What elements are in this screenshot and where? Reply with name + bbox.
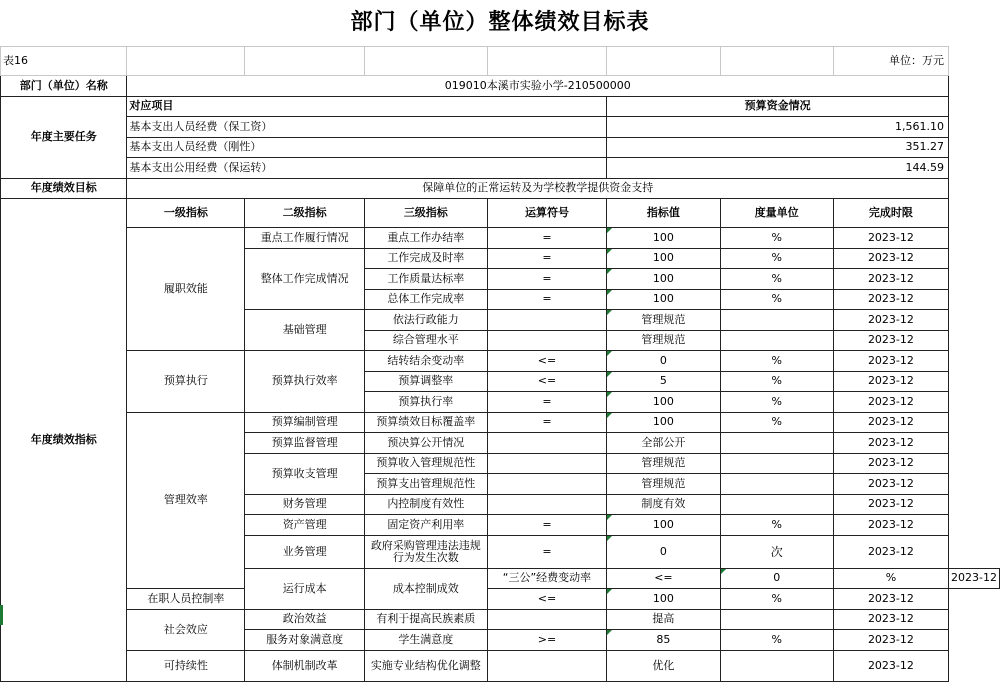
- l3-indicator[interactable]: 预算支出管理规范性: [364, 474, 487, 495]
- l3-indicator[interactable]: 预决算公开情况: [364, 433, 487, 454]
- operator[interactable]: [487, 474, 607, 495]
- col-header-deadline[interactable]: 完成时限: [833, 199, 948, 228]
- measure-unit[interactable]: [720, 453, 833, 474]
- task-item[interactable]: 基本支出人员经费（刚性）: [127, 137, 607, 158]
- measure-unit[interactable]: [720, 650, 833, 681]
- l3-indicator[interactable]: 内控制度有效性: [364, 494, 487, 515]
- indicator-value[interactable]: 全部公开: [607, 433, 720, 454]
- operator[interactable]: =: [487, 515, 607, 536]
- operator[interactable]: >=: [487, 630, 607, 651]
- task-amount[interactable]: 351.27: [607, 137, 949, 158]
- deadline[interactable]: 2023-12: [833, 289, 948, 310]
- l3-indicator[interactable]: 依法行政能力: [364, 310, 487, 331]
- task-amount[interactable]: 144.59: [607, 158, 949, 179]
- l3-indicator[interactable]: 预算调整率: [364, 371, 487, 392]
- deadline[interactable]: 2023-12: [833, 269, 948, 290]
- l2-indicator[interactable]: 体制机制改革: [245, 650, 365, 681]
- l3-indicator[interactable]: 工作完成及时率: [364, 248, 487, 269]
- task-amount[interactable]: 1,561.10: [607, 117, 949, 138]
- deadline[interactable]: 2023-12: [833, 248, 948, 269]
- l1-indicator[interactable]: 社会效应: [127, 609, 245, 650]
- deadline[interactable]: 2023-12: [833, 330, 948, 351]
- l2-indicator[interactable]: 政治效益: [245, 609, 365, 630]
- indicators-label[interactable]: 年度绩效指标: [1, 199, 127, 682]
- measure-unit[interactable]: %: [720, 248, 833, 269]
- measure-unit[interactable]: [720, 433, 833, 454]
- cell[interactable]: [720, 47, 833, 76]
- deadline[interactable]: 2023-12: [949, 568, 1000, 589]
- l3-indicator[interactable]: 在职人员控制率: [127, 589, 245, 610]
- operator[interactable]: [487, 650, 607, 681]
- operator[interactable]: =: [487, 535, 607, 568]
- dept-name[interactable]: 019010本溪市实验小学-210500000: [127, 76, 949, 97]
- l3-indicator[interactable]: 实施专业结构优化调整: [364, 650, 487, 681]
- deadline[interactable]: 2023-12: [833, 392, 948, 413]
- measure-unit[interactable]: %: [720, 589, 833, 610]
- indicator-value[interactable]: 85: [607, 630, 720, 651]
- operator[interactable]: <=: [487, 351, 607, 372]
- l1-indicator[interactable]: 管理效率: [127, 412, 245, 589]
- indicator-value[interactable]: 管理规范: [607, 453, 720, 474]
- operator[interactable]: =: [487, 392, 607, 413]
- cell[interactable]: [607, 47, 720, 76]
- indicator-value[interactable]: 100: [607, 589, 720, 610]
- row-selection-marker: [0, 605, 3, 625]
- col-header-value[interactable]: 指标值: [607, 199, 720, 228]
- indicator-value[interactable]: 100: [607, 412, 720, 433]
- l1-indicator[interactable]: 履职效能: [127, 228, 245, 351]
- item-header[interactable]: 对应项目: [127, 96, 607, 117]
- deadline[interactable]: 2023-12: [833, 494, 948, 515]
- l3-indicator[interactable]: 固定资产利用率: [364, 515, 487, 536]
- indicator-value[interactable]: 100: [607, 228, 720, 249]
- goal-label[interactable]: 年度绩效目标: [1, 178, 127, 199]
- indicator-value[interactable]: 100: [607, 515, 720, 536]
- task-item[interactable]: 基本支出人员经费（保工资）: [127, 117, 607, 138]
- operator[interactable]: [487, 433, 607, 454]
- operator[interactable]: <=: [487, 371, 607, 392]
- measure-unit[interactable]: %: [833, 568, 948, 589]
- indicator-value[interactable]: 0: [607, 535, 720, 568]
- l3-indicator[interactable]: 综合管理水平: [364, 330, 487, 351]
- l1-indicator[interactable]: 预算执行: [127, 351, 245, 413]
- operator[interactable]: [487, 609, 607, 630]
- deadline[interactable]: 2023-12: [833, 433, 948, 454]
- tasks-label[interactable]: 年度主要任务: [1, 96, 127, 178]
- goal-table: [0, 46, 1000, 682]
- l3-indicator[interactable]: 有利于提高民族素质: [364, 609, 487, 630]
- col-header-unit[interactable]: 度量单位: [720, 199, 833, 228]
- cell[interactable]: [127, 47, 245, 76]
- deadline[interactable]: 2023-12: [833, 371, 948, 392]
- measure-unit[interactable]: [720, 609, 833, 630]
- operator[interactable]: =: [487, 269, 607, 290]
- l1-indicator[interactable]: 运行成本: [245, 568, 365, 609]
- l3-indicator[interactable]: 总体工作完成率: [364, 289, 487, 310]
- deadline[interactable]: 2023-12: [833, 228, 948, 249]
- indicator-value[interactable]: 100: [607, 289, 720, 310]
- deadline[interactable]: 2023-12: [833, 351, 948, 372]
- deadline[interactable]: 2023-12: [833, 412, 948, 433]
- measure-unit[interactable]: [720, 494, 833, 515]
- l2-indicator[interactable]: 财务管理: [245, 494, 365, 515]
- col-header-l3[interactable]: 三级指标: [364, 199, 487, 228]
- deadline[interactable]: 2023-12: [833, 453, 948, 474]
- budget-header[interactable]: 预算资金情况: [607, 96, 949, 117]
- operator[interactable]: [487, 494, 607, 515]
- l3-indicator[interactable]: 重点工作办结率: [364, 228, 487, 249]
- measure-unit[interactable]: [720, 474, 833, 495]
- l2-indicator[interactable]: 业务管理: [245, 535, 365, 568]
- indicator-value[interactable]: 100: [607, 269, 720, 290]
- indicator-value[interactable]: 制度有效: [607, 494, 720, 515]
- indicator-value[interactable]: 提高: [607, 609, 720, 630]
- col-header-l1[interactable]: 一级指标: [127, 199, 245, 228]
- deadline[interactable]: 2023-12: [833, 589, 948, 610]
- l3-indicator[interactable]: 政府采购管理违法违规行为发生次数: [364, 535, 487, 568]
- deadline[interactable]: 2023-12: [833, 474, 948, 495]
- indicator-value[interactable]: 管理规范: [607, 330, 720, 351]
- l2-indicator[interactable]: 预算编制管理: [245, 412, 365, 433]
- operator[interactable]: [487, 453, 607, 474]
- l3-indicator[interactable]: 工作质量达标率: [364, 269, 487, 290]
- measure-unit[interactable]: %: [720, 351, 833, 372]
- indicator-value[interactable]: 优化: [607, 650, 720, 681]
- operator[interactable]: =: [487, 228, 607, 249]
- l3-indicator[interactable]: 学生满意度: [364, 630, 487, 651]
- dept-label[interactable]: 部门（单位）名称: [1, 76, 127, 97]
- measure-unit[interactable]: %: [720, 392, 833, 413]
- deadline[interactable]: 2023-12: [833, 630, 948, 651]
- l3-indicator[interactable]: 结转结余变动率: [364, 351, 487, 372]
- l2-indicator[interactable]: 重点工作履行情况: [245, 228, 365, 249]
- table-number[interactable]: 表16: [1, 47, 127, 76]
- indicator-value[interactable]: 100: [607, 248, 720, 269]
- l3-indicator[interactable]: “三公”经费变动率: [487, 568, 607, 589]
- cell[interactable]: [245, 47, 365, 76]
- deadline[interactable]: 2023-12: [833, 609, 948, 630]
- measure-unit[interactable]: %: [720, 228, 833, 249]
- l3-indicator[interactable]: 预算执行率: [364, 392, 487, 413]
- col-header-op[interactable]: 运算符号: [487, 199, 607, 228]
- measure-unit[interactable]: %: [720, 371, 833, 392]
- sheet-title: 部门（单位）整体绩效目标表: [350, 10, 650, 35]
- goal-text[interactable]: 保障单位的正常运转及为学校教学提供资金支持: [127, 178, 949, 199]
- measure-unit[interactable]: %: [720, 289, 833, 310]
- measure-unit[interactable]: 次: [720, 535, 833, 568]
- l1-indicator[interactable]: 可持续性: [127, 650, 245, 681]
- measure-unit[interactable]: %: [720, 515, 833, 536]
- l2-indicator[interactable]: 预算执行效率: [245, 351, 365, 413]
- l2-indicator[interactable]: 预算监督管理: [245, 433, 365, 454]
- indicator-value[interactable]: 100: [607, 392, 720, 413]
- cell[interactable]: [487, 47, 607, 76]
- deadline[interactable]: 2023-12: [833, 515, 948, 536]
- task-item[interactable]: 基本支出公用经费（保运转）: [127, 158, 607, 179]
- deadline[interactable]: 2023-12: [833, 535, 948, 568]
- l2-indicator[interactable]: 基础管理: [245, 310, 365, 351]
- l2-indicator[interactable]: 整体工作完成情况: [245, 248, 365, 310]
- measure-unit[interactable]: [720, 310, 833, 331]
- measure-unit[interactable]: %: [720, 269, 833, 290]
- l2-indicator[interactable]: 资产管理: [245, 515, 365, 536]
- indicator-value[interactable]: 5: [607, 371, 720, 392]
- indicator-value[interactable]: 管理规范: [607, 474, 720, 495]
- measure-unit[interactable]: [720, 330, 833, 351]
- indicator-value[interactable]: 0: [720, 568, 833, 589]
- operator[interactable]: <=: [487, 589, 607, 610]
- l2-indicator[interactable]: 预算收支管理: [245, 453, 365, 494]
- deadline[interactable]: 2023-12: [833, 310, 948, 331]
- operator[interactable]: =: [487, 412, 607, 433]
- unit-label[interactable]: 单位：万元: [833, 47, 948, 76]
- operator[interactable]: =: [487, 248, 607, 269]
- measure-unit[interactable]: %: [720, 630, 833, 651]
- operator[interactable]: [487, 310, 607, 331]
- deadline[interactable]: 2023-12: [833, 650, 948, 681]
- l3-indicator[interactable]: 预算收入管理规范性: [364, 453, 487, 474]
- indicator-value[interactable]: 0: [607, 351, 720, 372]
- operator[interactable]: =: [487, 289, 607, 310]
- l3-indicator[interactable]: 预算绩效目标覆盖率: [364, 412, 487, 433]
- cell[interactable]: [364, 47, 487, 76]
- operator[interactable]: [487, 330, 607, 351]
- l2-indicator[interactable]: 成本控制成效: [364, 568, 487, 609]
- col-header-l2[interactable]: 二级指标: [245, 199, 365, 228]
- measure-unit[interactable]: %: [720, 412, 833, 433]
- l2-indicator[interactable]: 服务对象满意度: [245, 630, 365, 651]
- operator[interactable]: <=: [607, 568, 720, 589]
- indicator-value[interactable]: 管理规范: [607, 310, 720, 331]
